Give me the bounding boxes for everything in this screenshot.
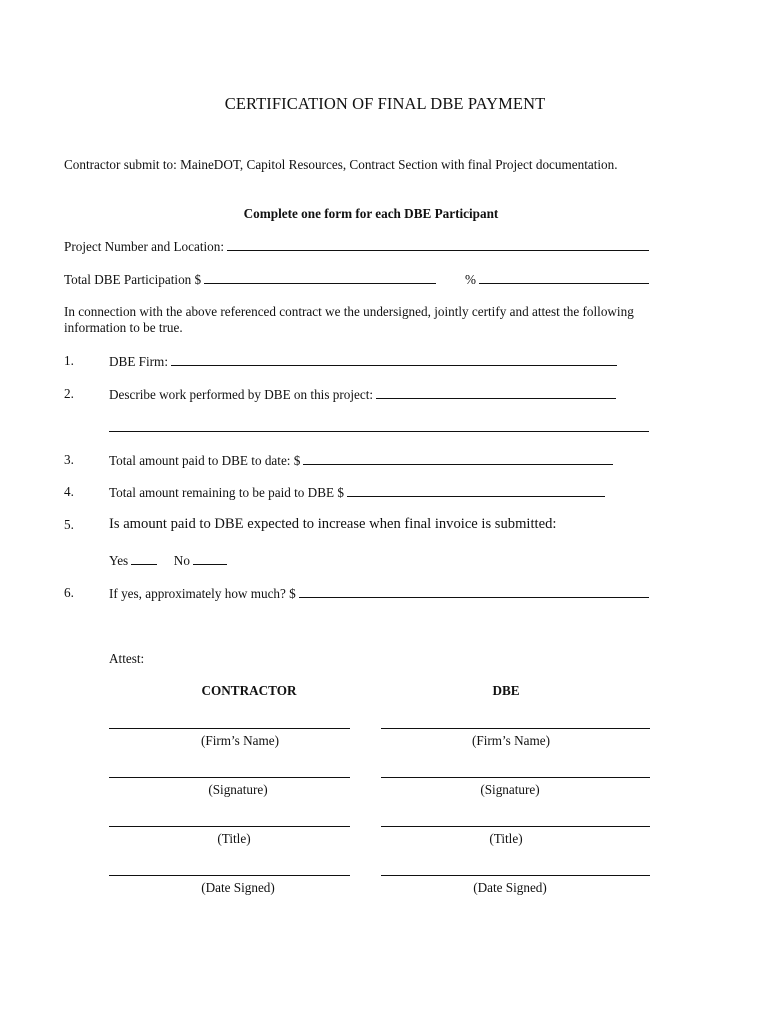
- yes-no-row: [109, 552, 227, 569]
- contractor-signature-caption: (Signature): [208, 782, 268, 797]
- attest-label: Attest:: [109, 651, 145, 666]
- contractor-title-caption: (Title): [217, 831, 251, 846]
- form-title: CERTIFICATION OF FINAL DBE PAYMENT: [224, 94, 546, 113]
- submit-instruction: Contractor submit to: MaineDOT, Capitol Resources, Contract Section with final Project documentation.: [64, 157, 618, 172]
- item-6-number: 6.: [64, 585, 74, 600]
- dbe-title-field[interactable]: [381, 826, 650, 827]
- amount-remaining-field[interactable]: [347, 484, 605, 497]
- item-2-row: [109, 386, 616, 403]
- dbe-firm-name-field[interactable]: [381, 728, 650, 729]
- work-description-label: Describe work performed by DBE on this project:: [109, 387, 374, 402]
- form-subtitle: Complete one form for each DBE Participant: [243, 206, 499, 221]
- percent-sign: %: [465, 272, 476, 287]
- contractor-heading: CONTRACTOR: [201, 683, 297, 698]
- project-number-row: [64, 238, 649, 255]
- total-participation-label: Total DBE Participation $: [64, 272, 202, 287]
- item-4-row: [109, 484, 605, 501]
- contractor-signature-field[interactable]: [109, 777, 350, 778]
- increase-amount-label: If yes, approximately how much? $: [109, 586, 296, 601]
- project-number-field[interactable]: [227, 238, 649, 251]
- contractor-firm-name-field[interactable]: [109, 728, 350, 729]
- dbe-firm-label: DBE Firm:: [109, 354, 168, 369]
- dbe-firm-name-caption: (Firm’s Name): [471, 733, 550, 748]
- total-participation-amount-field[interactable]: [204, 271, 436, 284]
- dbe-date-signed-caption: (Date Signed): [473, 880, 547, 895]
- item-4-number: 4.: [64, 484, 74, 499]
- certify-text-line-2: information to be true.: [64, 320, 183, 335]
- item-2-number: 2.: [64, 386, 74, 401]
- work-description-continuation-field[interactable]: [109, 431, 649, 432]
- total-participation-row: [64, 271, 436, 288]
- item-3-row: [109, 452, 613, 469]
- no-field[interactable]: [193, 552, 227, 565]
- contractor-date-signed-field[interactable]: [109, 875, 350, 876]
- dbe-signature-caption: (Signature): [480, 782, 540, 797]
- item-1-row: [109, 353, 617, 370]
- dbe-heading: DBE: [492, 683, 520, 698]
- dbe-date-signed-field[interactable]: [381, 875, 650, 876]
- contractor-firm-name-caption: (Firm’s Name): [200, 733, 279, 748]
- total-participation-percent-field[interactable]: [479, 271, 649, 284]
- item-3-number: 3.: [64, 452, 74, 467]
- total-participation-percent-row: [465, 271, 649, 288]
- dbe-signature-field[interactable]: [381, 777, 650, 778]
- amount-remaining-label: Total amount remaining to be paid to DBE $: [109, 485, 344, 500]
- item-6-row: [109, 585, 649, 602]
- dbe-firm-field[interactable]: [171, 353, 617, 366]
- item-5-number: 5.: [64, 517, 74, 532]
- amount-paid-label: Total amount paid to DBE to date: $: [109, 453, 301, 468]
- item-1-number: 1.: [64, 353, 74, 368]
- no-label: No: [173, 553, 190, 568]
- contractor-date-signed-caption: (Date Signed): [201, 880, 275, 895]
- amount-paid-field[interactable]: [303, 452, 613, 465]
- dbe-title-caption: (Title): [489, 831, 523, 846]
- project-number-label: Project Number and Location:: [64, 239, 225, 254]
- increase-question: Is amount paid to DBE expected to increase when final invoice is submitted:: [109, 516, 557, 532]
- certify-text-line-1: In connection with the above referenced contract we the undersigned, jointly certify and attest the following: [64, 304, 634, 319]
- yes-field[interactable]: [131, 552, 157, 565]
- yes-label: Yes: [109, 553, 129, 568]
- increase-amount-field[interactable]: [299, 585, 649, 598]
- work-description-field[interactable]: [376, 386, 616, 399]
- contractor-title-field[interactable]: [109, 826, 350, 827]
